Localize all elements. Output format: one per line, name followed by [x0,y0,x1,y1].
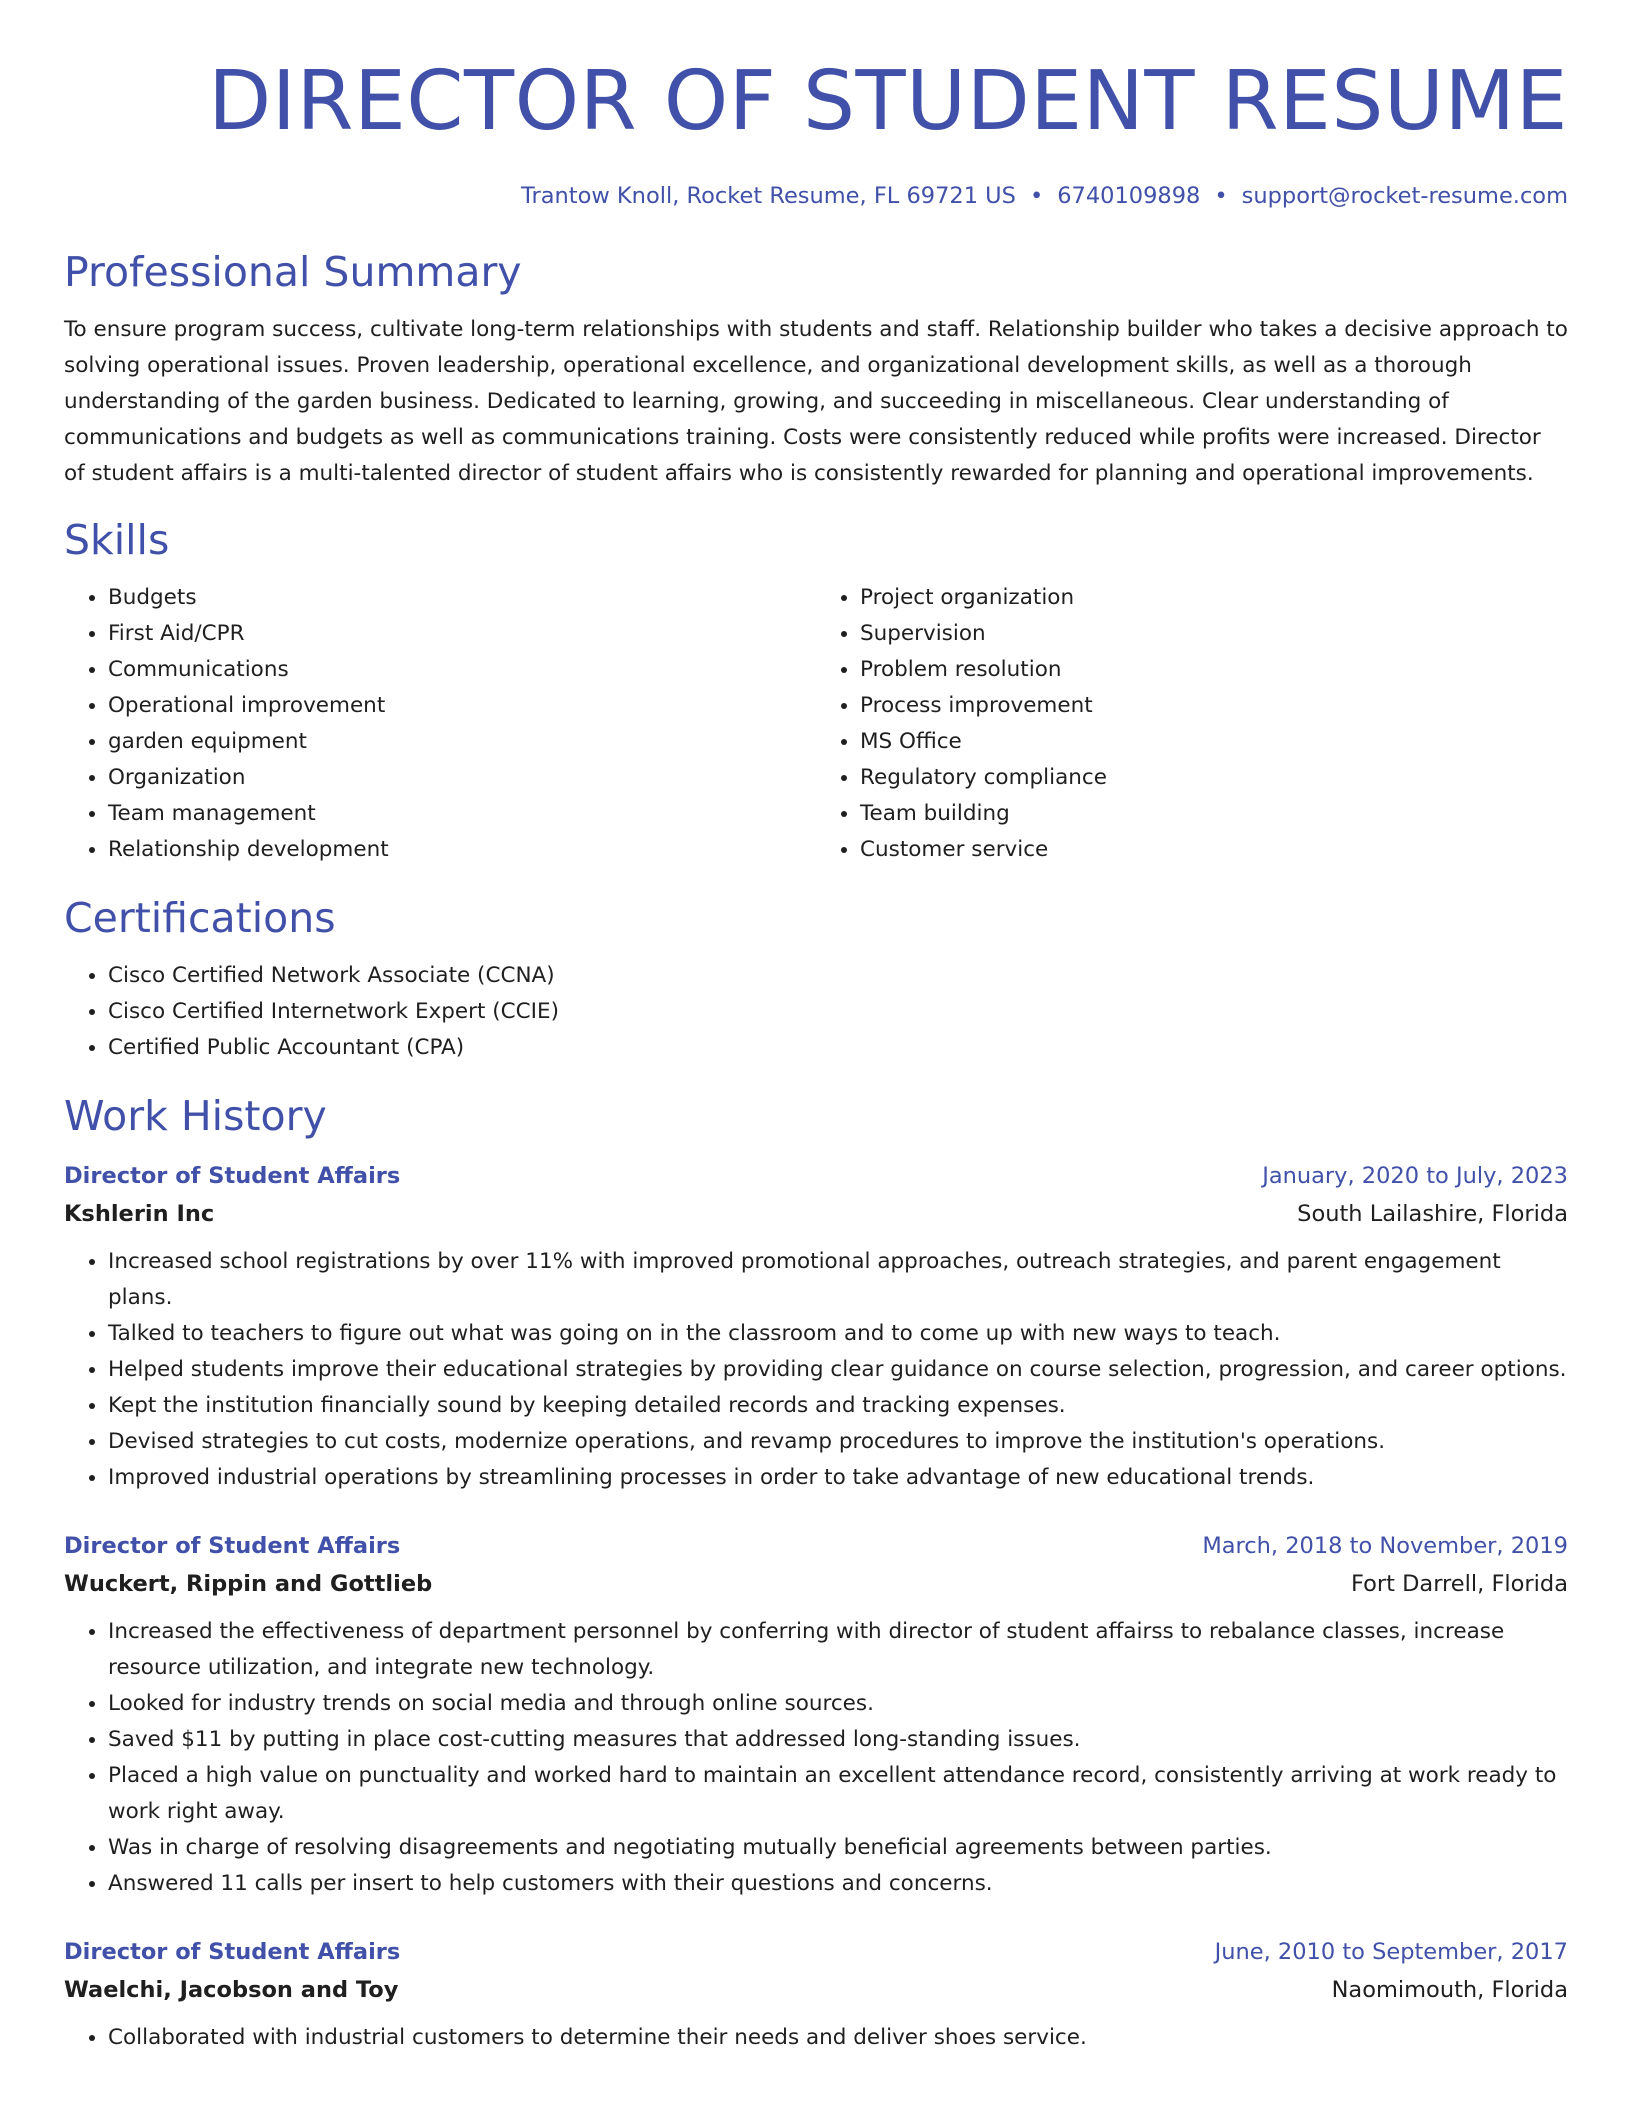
skill-item: • Team management [108,796,816,832]
summary-text: To ensure program success, cultivate long-term relationships with students and staff. Relationship builder who takes a decisive approach to solving operational issues. Proven leadership, operational excellence, and organizational development skills, as well as a thorough understanding of the garden business. Dedicated to learning, growing, and succeeding in miscellaneous. Clear understanding of communications and budgets as well as communications training. Costs were consistently reduced while profits were increased. Director of student affairs is a multi-talented director of student affairs who is consistently rewarded for planning and operational improvements. [64,317,1568,486]
job-company-row [64,1194,1568,1234]
job-bullets [64,1244,1568,1496]
certification-item: • Cisco Certified Network Associate (CCNA) [108,958,1568,994]
work-history-heading: Work History [64,1092,327,1140]
job-company: Kshlerin Inc [64,1201,215,1227]
skill-item: • Supervision [860,616,1568,652]
job-header-row [64,1528,1568,1564]
job-dates: June, 2010 to September, 2017 [1214,1939,1568,1965]
job-dates: January, 2020 to July, 2023 [1262,1163,1568,1189]
job-location: Naomimouth, Florida [1331,1977,1568,2003]
job-bullet: • Increased school registrations by over 11% with improved promotional approaches, outreach strategies, and parent engagement plans. [108,1244,1568,1316]
job-bullet: • Saved $11 by putting in place cost-cutting measures that addressed long-standing issues. [108,1722,1568,1758]
job-bullet: • Kept the institution financially sound by keeping detailed records and tracking expenses. [108,1388,1568,1424]
skill-item: • Regulatory compliance [860,760,1568,796]
certification-item: • Cisco Certified Internetwork Expert (CCIE) [108,994,1568,1030]
contact-phone: 6740109898 [1057,183,1201,209]
skill-item: • First Aid/CPR [108,616,816,652]
job-title: Director of Student Affairs [64,1533,401,1559]
skills-grid [64,580,1568,868]
job-company: Wuckert, Rippin and Gottlieb [64,1571,433,1597]
certifications-heading: Certifications [64,894,336,942]
job-bullet: • Placed a high value on punctuality and worked hard to maintain an excellent attendance record, consistently arriving at work ready to work right away. [108,1758,1568,1830]
job-bullet: • Improved industrial operations by streamlining processes in order to take advantage of new educational trends. [108,1460,1568,1496]
skills-list-right [816,580,1568,868]
job-entry [64,1528,1568,1902]
summary-heading: Professional Summary [64,248,522,296]
certifications-list [64,958,1568,1066]
job-title: Director of Student Affairs [64,1163,401,1189]
job-company: Waelchi, Jacobson and Toy [64,1977,399,2003]
skill-item: • Process improvement [860,688,1568,724]
contact-line [64,180,1568,212]
page-title: DIRECTOR OF STUDENT RESUME [208,54,1568,149]
skills-list-left [64,580,816,868]
skill-item: • Relationship development [108,832,816,868]
contact-separator: • [1029,183,1044,209]
job-bullet: • Helped students improve their educational strategies by providing clear guidance on course selection, progression, and career options. [108,1352,1568,1388]
skill-item: • Operational improvement [108,688,816,724]
skill-item: • Problem resolution [860,652,1568,688]
job-bullet: • Collaborated with industrial customers to determine their needs and deliver shoes service. [108,2020,1568,2056]
job-entry [64,1934,1568,2056]
job-bullet: • Talked to teachers to figure out what was going on in the classroom and to come up with new ways to teach. [108,1316,1568,1352]
skill-item: • MS Office [860,724,1568,760]
skill-item: • Communications [108,652,816,688]
job-bullet: • Was in charge of resolving disagreements and negotiating mutually beneficial agreements between parties. [108,1830,1568,1866]
job-header-row [64,1934,1568,1970]
job-bullet: • Answered 11 calls per insert to help customers with their questions and concerns. [108,1866,1568,1902]
job-bullets [64,2020,1568,2056]
job-bullet: • Looked for industry trends on social media and through online sources. [108,1686,1568,1722]
job-title: Director of Student Affairs [64,1939,401,1965]
skills-heading: Skills [64,516,170,564]
contact-address: Trantow Knoll, Rocket Resume, FL 69721 US [521,183,1016,209]
job-dates: March, 2018 to November, 2019 [1202,1533,1568,1559]
contact-email: support@rocket-resume.com [1241,183,1568,209]
certification-item: • Certified Public Accountant (CPA) [108,1030,1568,1066]
job-bullet: • Increased the effectiveness of department personnel by conferring with director of student affairss to rebalance classes, increase resource utilization, and integrate new technology. [108,1614,1568,1686]
skill-item: • Customer service [860,832,1568,868]
skill-item: • Project organization [860,580,1568,616]
skill-item: • Budgets [108,580,816,616]
job-company-row [64,1970,1568,2010]
skill-item: • Team building [860,796,1568,832]
skill-item: • Organization [108,760,816,796]
job-bullet: • Devised strategies to cut costs, modernize operations, and revamp procedures to improve the institution's operations. [108,1424,1568,1460]
job-location: Fort Darrell, Florida [1350,1571,1568,1597]
job-location: South Lailashire, Florida [1297,1201,1568,1227]
job-bullets [64,1614,1568,1902]
job-header-row [64,1158,1568,1194]
contact-separator: • [1214,183,1228,209]
job-entry [64,1158,1568,1496]
job-company-row [64,1564,1568,1604]
skill-item: • garden equipment [108,724,816,760]
